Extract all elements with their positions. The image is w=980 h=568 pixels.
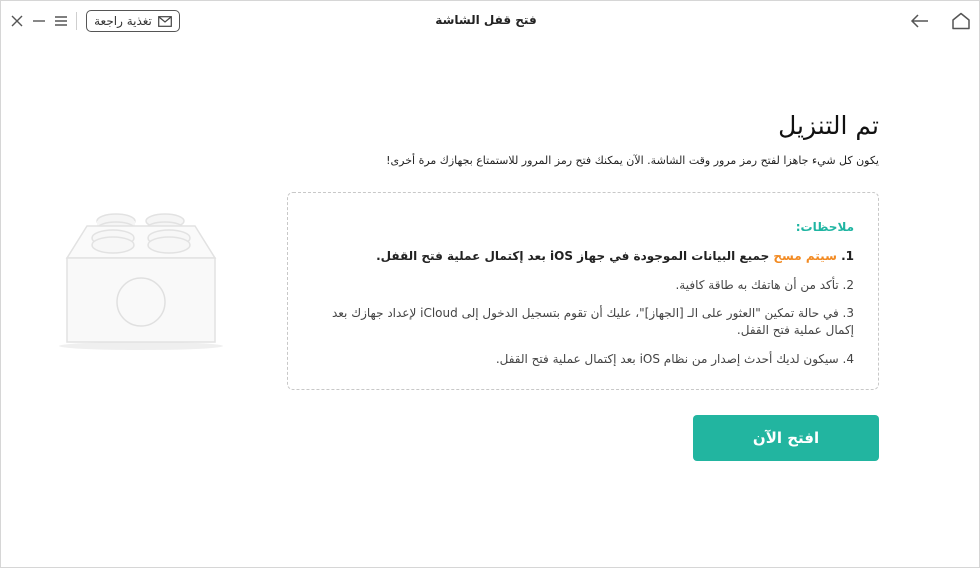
note-item-2: 2. تأكد من أن هاتفك به طاقة كافية. [675,278,854,292]
home-icon [951,12,971,30]
note-1-number: 1. [841,249,854,263]
feedback-label: تغذية راجعة [94,14,152,28]
home-button[interactable] [949,11,973,31]
note-item-1 [314,248,854,265]
page-heading: تم التنزيل [778,111,879,140]
page-subtitle: يكون كل شيء جاهزا لفتح رمز مرور وقت الشاشة. الآن يمكنك فتح رمز المرور للاستمتاع بجهازك مرة أخرى! [386,154,879,167]
note-item-4: 4. سيكون لديك أحدث إصدار من نظام iOS بعد إكتمال عملية فتح القفل. [495,352,854,366]
note-1-text: جميع البيانات الموجودة في جهاز iOS بعد إكتمال عملية فتح القفل. [376,249,774,263]
note-1-highlight: سيتم مسح [773,249,837,263]
notes-panel [287,192,879,390]
unlock-now-button[interactable]: افتح الآن [693,415,879,461]
menu-button[interactable] [51,11,71,31]
window-title: فتح قفل الشاشة [435,13,537,27]
minimize-button[interactable] [29,11,49,31]
menu-icon [54,15,68,27]
minimize-icon [32,15,46,27]
back-button[interactable] [909,11,931,31]
notes-title: ملاحظات: [795,220,854,234]
titlebar-divider [76,12,77,30]
back-icon [910,14,930,28]
brick-illustration [53,206,229,356]
close-button[interactable] [7,11,27,31]
mail-icon [158,16,172,27]
note-item-3: 3. في حالة تمكين "العثور على الـ [الجهاز]"، عليك أن تقوم بتسجيل الدخول إلى iCloud لإعداد جهازك بعد إكمال عملية فتح القفل. [331,306,854,337]
title-bar [1,1,979,43]
feedback-button[interactable] [86,10,180,32]
close-icon [11,15,23,27]
